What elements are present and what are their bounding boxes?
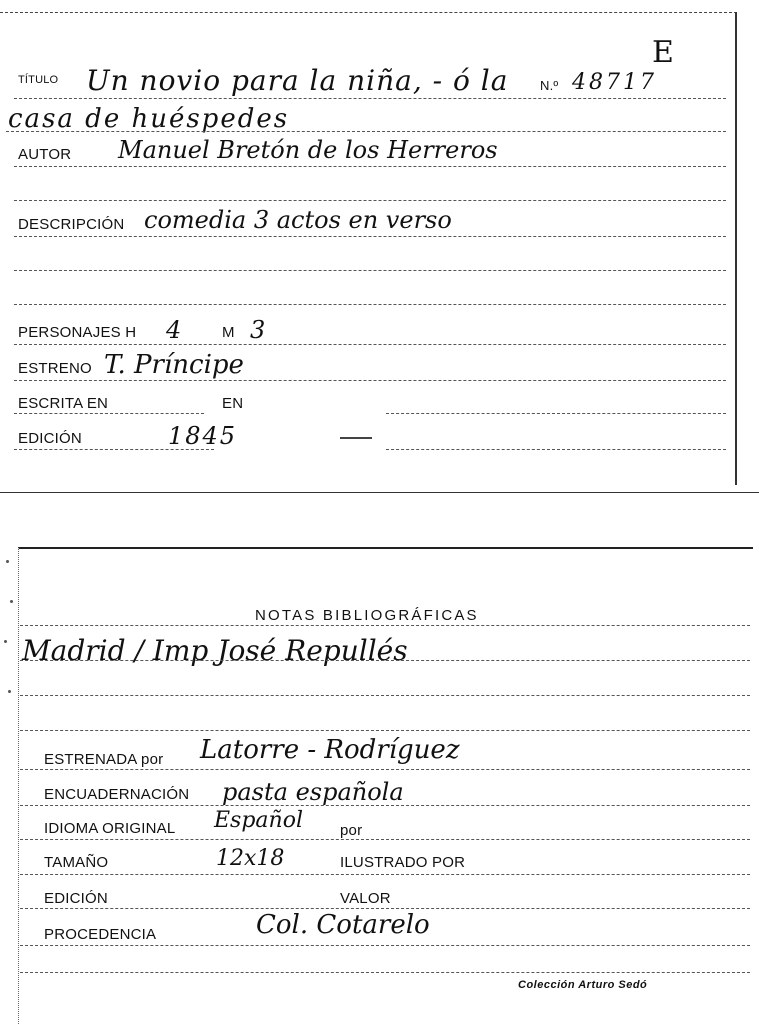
ruled-line (20, 805, 750, 806)
ruled-line (20, 945, 750, 946)
paper-speckle (4, 640, 7, 643)
edicion-label: EDICIÓN (18, 430, 82, 447)
encuadernacion-label: ENCUADERNACIÓN (44, 786, 190, 803)
valor-label: VALOR (340, 890, 391, 907)
ruled-line (20, 769, 750, 770)
ruled-line (14, 236, 726, 237)
estreno-label: ESTRENO (18, 360, 92, 377)
paper-speckle (10, 600, 13, 603)
ruled-line (6, 131, 726, 132)
autor-value: Manuel Bretón de los Herreros (118, 136, 498, 164)
titulo-value-line2: casa de huéspedes (8, 104, 290, 134)
titulo-value-line1: Un novio para la niña, - ó la (86, 64, 509, 97)
procedencia-value: Col. Cotarelo (256, 910, 430, 940)
paper-speckle (6, 560, 9, 563)
ruled-line (20, 908, 750, 909)
ruled-line (386, 413, 726, 414)
ilustrado-por-label: ILUSTRADO POR (340, 854, 466, 871)
ruled-line (14, 380, 726, 381)
edicion-value: 1845 (168, 422, 238, 450)
escrita-en-en-label: EN (222, 395, 244, 412)
ruled-line (20, 695, 750, 696)
ruled-line (386, 449, 726, 450)
corner-mark: E (652, 35, 674, 70)
estrenada-label: ESTRENADA por (44, 751, 164, 768)
ruled-line (14, 98, 726, 99)
descripcion-label: DESCRIPCIÓN (18, 216, 125, 233)
personajes-m-value: 3 (250, 316, 266, 344)
escrita-en-label: ESCRITA EN (18, 395, 109, 412)
paper-speckle (8, 690, 11, 693)
titulo-label: TÍTULO (18, 74, 59, 86)
idioma-label: IDIOMA ORIGINAL (44, 820, 176, 837)
ruled-line (14, 449, 214, 450)
personajes-m-label: M (222, 324, 235, 341)
tamano-label: TAMAÑO (44, 854, 109, 871)
descripcion-value: comedia 3 actos en verso (144, 206, 452, 234)
procedencia-label: PROCEDENCIA (44, 926, 157, 943)
ruled-line (20, 625, 750, 626)
autor-label: AUTOR (18, 146, 72, 163)
idioma-value: Español (214, 808, 303, 833)
ruled-line (20, 839, 750, 840)
ruled-line (20, 874, 750, 875)
ruled-line (14, 413, 204, 414)
card-separator (0, 492, 759, 493)
numero-label: N.º (540, 78, 559, 93)
estreno-value: T. Príncipe (104, 350, 244, 380)
edicion-bottom-label: EDICIÓN (44, 890, 108, 907)
numero-value: 48717 (572, 70, 657, 95)
ruled-line (20, 972, 750, 973)
ink-smudge (340, 437, 372, 439)
encuadernacion-value: pasta española (222, 778, 404, 806)
ruled-line (20, 730, 750, 731)
personajes-h-value: 4 (166, 316, 182, 344)
ruled-line (20, 660, 750, 661)
personajes-label: PERSONAJES H (18, 324, 137, 341)
ruled-line (14, 304, 726, 305)
ruled-line (14, 166, 726, 167)
estrenada-value: Latorre - Rodríguez (200, 735, 460, 765)
tamano-value: 12x18 (216, 846, 285, 871)
notas-value: Madrid / Imp José Repullés (22, 634, 408, 667)
ruled-line (14, 344, 726, 345)
ruled-line (14, 200, 726, 201)
ruled-line (14, 270, 726, 271)
collection-footer: Colección Arturo Sedó (518, 979, 648, 991)
notas-bibliograficas-heading: NOTAS BIBLIOGRÁFICAS (255, 607, 479, 624)
idioma-por-label: por (340, 822, 363, 839)
